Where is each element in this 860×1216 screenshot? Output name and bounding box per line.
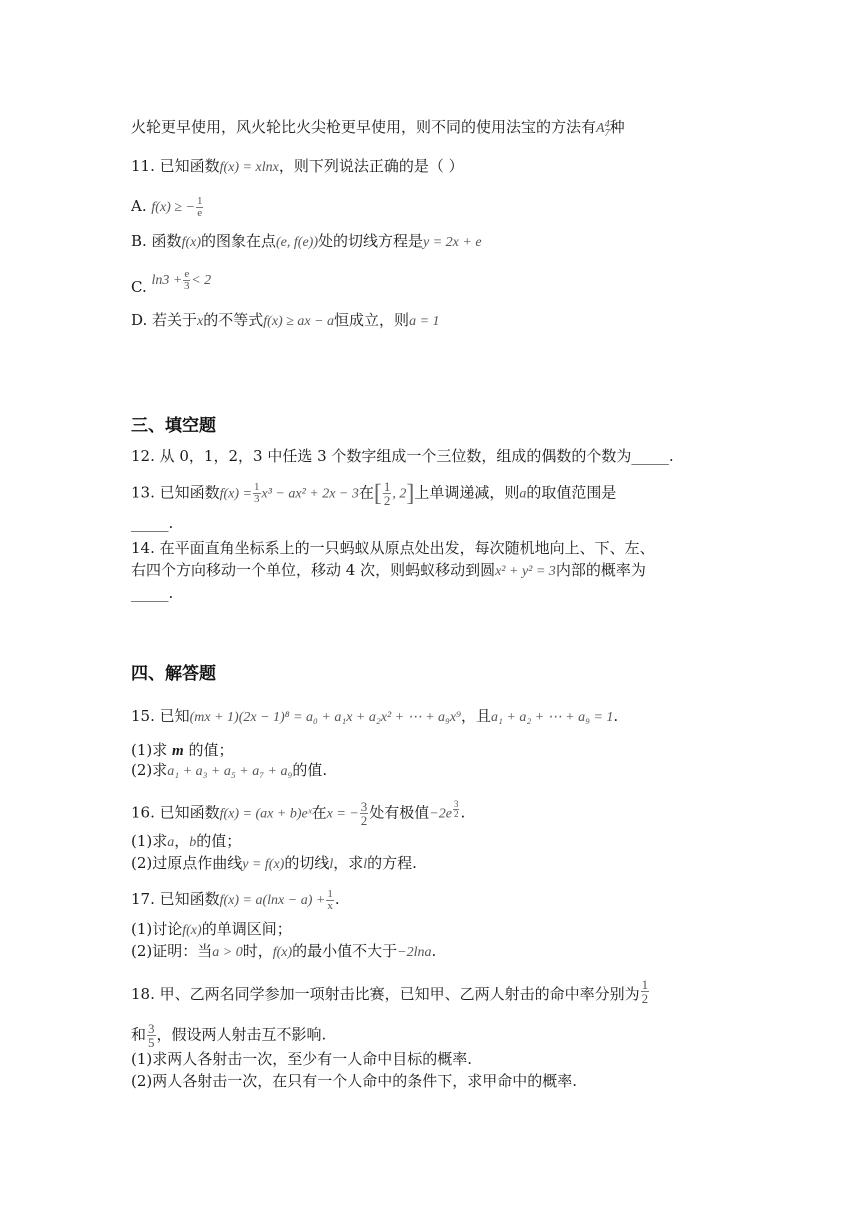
q13: 13. 已知函数f(x) = $\frac{1}{3}$ x³ − ax² + 2x − 3在[ $\frac{1}{2}$ , 2]上单调递减，则a的取值范围是 bbox=[131, 479, 617, 508]
section-4-title: 四、解答题 bbox=[131, 664, 216, 684]
q16-part-2: (2)过原点作曲线y = f(x)的切线l，求l的方程. bbox=[131, 854, 417, 872]
q15-part-1: (1)求 m 的值； bbox=[131, 741, 234, 759]
q15-part-2: (2)求a₁ + a₃ + a₅ + a₇ + a₉的值. bbox=[131, 761, 328, 779]
section-3-title: 三、填空题 bbox=[131, 416, 216, 436]
q11-option-b: B. 函数f(x)的图象在点(e, f(e))处的切线方程是y = 2x + e bbox=[131, 232, 482, 250]
q11-option-a: A. f(x) ≥ − $\frac{1}{e}$ bbox=[131, 194, 203, 219]
q11-option-c: C. ln3 + $\frac{e}{3}$ < 2 bbox=[131, 267, 212, 296]
q11-function: f(x) = xlnx bbox=[219, 160, 279, 175]
q10-tail-text: 火轮更早使用，风火轮比火尖枪更早使用，则不同的使用法宝的方法有 bbox=[131, 118, 597, 136]
q16-stem: 16. 已知函数f(x) = (ax + b)eˣ在x = − $\frac{3}{2}$ 处有极值−2e $\frac{3}{2}$ . bbox=[131, 799, 466, 828]
q18-line-2: 和 $\frac{3}{5}$ ，假设两人射击互不影响. bbox=[131, 1021, 327, 1050]
q14-line-2: 右四个方向移动一个单位，移动 4 次，则蚂蚁移动到圆x² + y² = 3内部的概率为 bbox=[131, 561, 646, 579]
q12: 12. 从 0，1，2，3 中任选 3 个数字组成一个三位数，组成的偶数的个数为_____. bbox=[131, 447, 674, 465]
q10-permutation: A 4 7 bbox=[596, 118, 610, 139]
q11-option-d: D. 若关于x的不等式f(x) ≥ ax − a恒成立，则a = 1 bbox=[131, 311, 440, 329]
q13-blank-line: _____. bbox=[131, 514, 174, 532]
q18-part-1: (1)求两人各射击一次，至少有一人命中目标的概率. bbox=[131, 1050, 473, 1068]
q11-stem: 11. 已知函数f(x) = xlnx，则下列说法正确的是（ ） bbox=[131, 157, 464, 175]
q18-line-1: 18. 甲、乙两名同学参加一项射击比赛，已知甲、乙两人射击的命中率分别为 $\frac{1}{2}$ bbox=[131, 977, 649, 1006]
q14-line-1: 14. 在平面直角坐标系上的一只蚂蚁从原点处出发，每次随机地向上、下、左、 bbox=[131, 539, 655, 557]
q18-part-2: (2)两人各射击一次，在只有一个人命中的条件下，求甲命中的概率. bbox=[131, 1072, 578, 1090]
q17-stem: 17. 已知函数f(x) = a(lnx − a) + $\frac{1}{x}$ . bbox=[131, 887, 340, 912]
q14-blank-line: _____. bbox=[131, 584, 174, 602]
q16-part-1: (1)求a，b的值； bbox=[131, 832, 242, 850]
q17-part-2: (2)证明：当a > 0时，f(x)的最小值不大于−2lna. bbox=[131, 942, 437, 960]
q17-part-1: (1)讨论f(x)的单调区间； bbox=[131, 920, 292, 938]
q15-stem: 15. 已知(mx + 1)(2x − 1)⁸ = a₀ + a₁x + a₂x² + ⋯ + a₉x⁹，且a₁ + a₂ + ⋯ + a₉ = 1. bbox=[131, 707, 619, 725]
q10-tail-line: 火轮更早使用，风火轮比火尖枪更早使用，则不同的使用法宝的方法有A 4 7 种 bbox=[131, 118, 625, 139]
